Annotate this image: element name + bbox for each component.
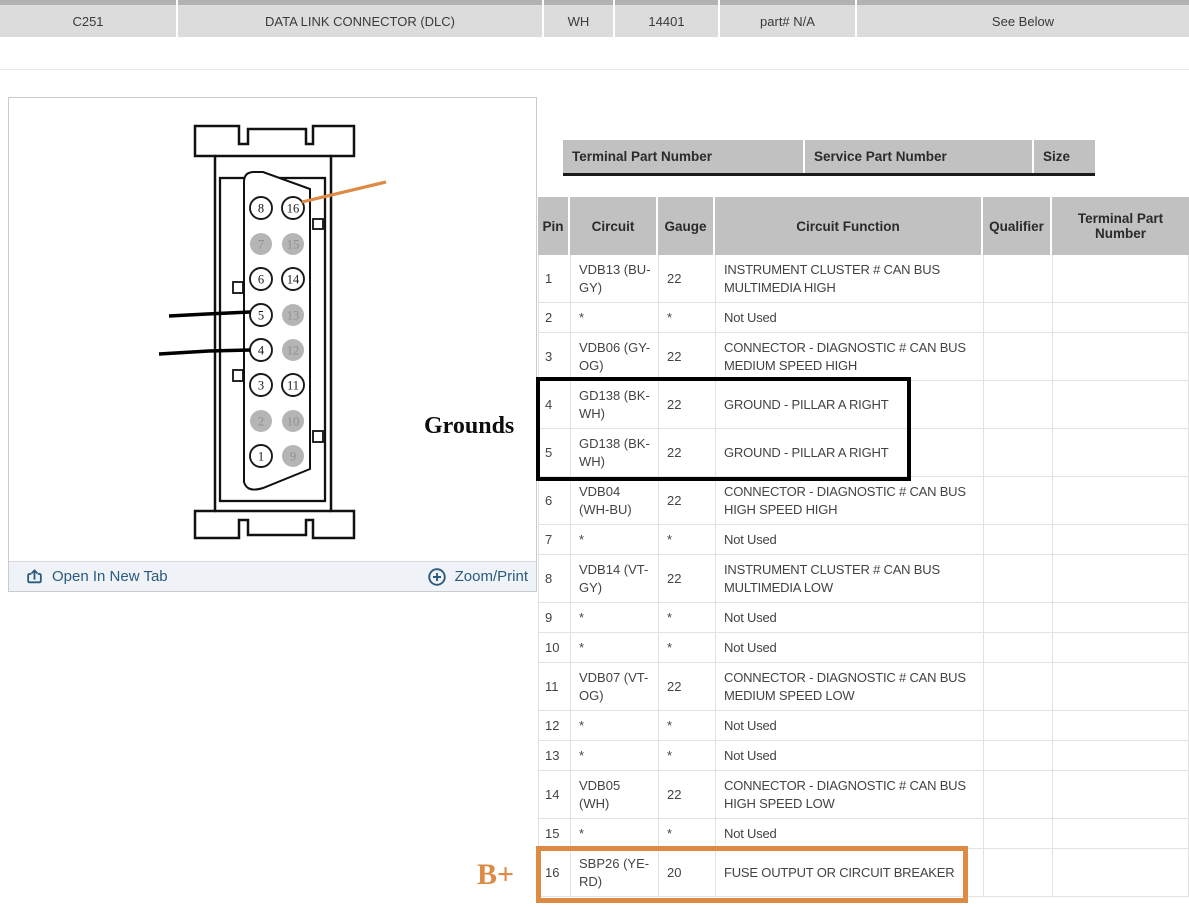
qualifier-cell (984, 711, 1053, 740)
key-tab-icon (313, 219, 323, 229)
circuit-function-column-header: Circuit Function (715, 197, 983, 255)
pin-6-label: 6 (257, 272, 265, 287)
circuit-cell: * (571, 303, 659, 332)
pin-3-label: 3 (257, 378, 265, 393)
pin-column-header: Pin (538, 197, 570, 255)
pin-4-label: 4 (257, 343, 265, 358)
pin-table-row (538, 711, 1189, 741)
pin-number-cell: 11 (539, 663, 571, 710)
pin-table-row (538, 819, 1189, 849)
circuit-function-cell: CONNECTOR - DIAGNOSTIC # CAN BUS MEDIUM SPEED LOW (716, 663, 984, 710)
circuit-function-cell: Not Used (716, 819, 984, 848)
pin-number-cell: 10 (539, 633, 571, 662)
terminal-part-table (563, 140, 1095, 176)
gauge-cell: 22 (659, 771, 716, 818)
pin-7-label: 7 (257, 237, 265, 252)
circuit-cell: VDB07 (VT-OG) (571, 663, 659, 710)
pin-14-label: 14 (286, 272, 300, 287)
qualifier-cell (984, 741, 1053, 770)
diagram-toolbar (9, 561, 536, 591)
pin-11-label: 11 (286, 378, 300, 393)
pin-table (538, 197, 1189, 897)
qualifier-cell (984, 525, 1053, 554)
pin-number-cell: 8 (539, 555, 571, 602)
circuit-function-cell: CONNECTOR - DIAGNOSTIC # CAN BUS HIGH SPEED HIGH (716, 477, 984, 524)
circuit-cell: * (571, 819, 659, 848)
open-in-new-tab-label: Open In New Tab (52, 568, 168, 585)
bplus-annotation-label: B+ (477, 858, 515, 891)
qualifier-cell (984, 429, 1053, 476)
terminal-part-number-cell (1053, 381, 1188, 428)
pin-cavity-outline (244, 172, 310, 490)
pin-16-label: 16 (286, 201, 300, 216)
connector-id-cell: C251 (0, 0, 176, 37)
pin-table-row (538, 255, 1189, 303)
circuit-function-cell: CONNECTOR - DIAGNOSTIC # CAN BUS HIGH SPEED LOW (716, 771, 984, 818)
circuit-cell: * (571, 633, 659, 662)
pin-number-cell: 3 (539, 333, 571, 380)
pin-13-label: 13 (286, 308, 300, 323)
terminal-part-number-cell (1053, 255, 1188, 302)
pin-table-body (538, 255, 1189, 897)
circuit-function-cell: FUSE OUTPUT OR CIRCUIT BREAKER (716, 849, 984, 896)
service-part-number-header: Service Part Number (805, 140, 1032, 173)
terminal-part-number-cell (1053, 333, 1188, 380)
gauge-cell: * (659, 525, 716, 554)
circuit-function-cell: INSTRUMENT CLUSTER # CAN BUS MULTIMEDIA LOW (716, 555, 984, 602)
pin-2-label: 2 (257, 414, 265, 429)
connector-color-cell: WH (544, 0, 613, 37)
circuit-column-header: Circuit (570, 197, 658, 255)
qualifier-cell (984, 849, 1053, 896)
gauge-cell: * (659, 633, 716, 662)
terminal-part-number-cell (1053, 711, 1188, 740)
circuit-function-cell: Not Used (716, 525, 984, 554)
terminal-part-number-cell (1053, 525, 1188, 554)
connector-part-cell: part# N/A (720, 0, 855, 37)
circuit-cell: GD138 (BK-WH) (571, 381, 659, 428)
qualifier-cell (984, 333, 1053, 380)
circuit-cell: * (571, 525, 659, 554)
pin-number-cell: 2 (539, 303, 571, 332)
pin-table-row (538, 477, 1189, 525)
circuit-function-cell: Not Used (716, 303, 984, 332)
terminal-part-number-cell (1053, 555, 1188, 602)
pin-number-cell: 14 (539, 771, 571, 818)
terminal-part-number-cell (1053, 849, 1188, 896)
key-tab-icon (233, 370, 243, 381)
pin-table-row (538, 633, 1189, 663)
gauge-column-header: Gauge (658, 197, 715, 255)
pin-number-cell: 5 (539, 429, 571, 476)
circuit-cell: * (571, 741, 659, 770)
key-tab-icon (313, 431, 323, 442)
gauge-cell: 22 (659, 477, 716, 524)
pin-15-label: 15 (286, 237, 300, 252)
connector-summary-row[interactable] (0, 0, 1189, 37)
pin-table-row (538, 771, 1189, 819)
terminal-part-number-cell (1053, 741, 1188, 770)
terminal-part-number-cell (1053, 771, 1188, 818)
pin-number-cell: 7 (539, 525, 571, 554)
gauge-cell: 22 (659, 663, 716, 710)
terminal-part-number-cell (1053, 303, 1188, 332)
pin-5-label: 5 (257, 308, 265, 323)
circuit-function-cell: GROUND - PILLAR A RIGHT (716, 381, 984, 428)
gauge-cell: 22 (659, 381, 716, 428)
pin-table-row (538, 303, 1189, 333)
zoom-plus-icon (427, 567, 447, 587)
circuit-function-cell: GROUND - PILLAR A RIGHT (716, 429, 984, 476)
pin-10-label: 10 (286, 414, 300, 429)
pin-table-row (538, 555, 1189, 603)
qualifier-cell (984, 477, 1053, 524)
pin-number-cell: 4 (539, 381, 571, 428)
pin-number-cell: 15 (539, 819, 571, 848)
circuit-function-cell: Not Used (716, 741, 984, 770)
qualifier-cell (984, 255, 1053, 302)
terminal-part-number-header: Terminal Part Number (563, 140, 803, 173)
pin-1-label: 1 (257, 449, 265, 464)
circuit-cell: VDB14 (VT-GY) (571, 555, 659, 602)
pin-table-row (538, 429, 1189, 477)
qualifier-cell (984, 603, 1053, 632)
gauge-cell: * (659, 603, 716, 632)
connector-diagram-panel (8, 97, 537, 592)
open-in-new-tab-link[interactable] (25, 567, 168, 586)
terminal-part-number-cell (1053, 603, 1188, 632)
gauge-cell: 22 (659, 555, 716, 602)
grounds-annotation-label: Grounds (424, 413, 515, 439)
pin-number-cell: 12 (539, 711, 571, 740)
key-tab-icon (233, 282, 243, 293)
pin-number-cell: 16 (539, 849, 571, 896)
gauge-cell: * (659, 711, 716, 740)
circuit-cell: GD138 (BK-WH) (571, 429, 659, 476)
gauge-cell: * (659, 741, 716, 770)
zoom-print-label: Zoom/Print (454, 568, 528, 585)
terminal-part-number-column-header: Terminal Part Number (1052, 197, 1189, 255)
circuit-cell: * (571, 711, 659, 740)
qualifier-cell (984, 633, 1053, 662)
circuit-cell: * (571, 603, 659, 632)
pin-table-row (538, 741, 1189, 771)
pin-12-label: 12 (286, 343, 300, 358)
pin-table-header (538, 197, 1189, 255)
circuit-cell: VDB04 (WH-BU) (571, 477, 659, 524)
gauge-cell: 22 (659, 429, 716, 476)
circuit-function-cell: Not Used (716, 633, 984, 662)
circuit-function-cell: Not Used (716, 711, 984, 740)
connector-face-drawing (9, 98, 536, 562)
gauge-cell: 22 (659, 255, 716, 302)
terminal-part-number-cell (1053, 819, 1188, 848)
circuit-function-cell: Not Used (716, 603, 984, 632)
pin-table-row (538, 333, 1189, 381)
divider (0, 69, 1189, 70)
terminal-part-number-cell (1053, 663, 1188, 710)
circuit-function-cell: INSTRUMENT CLUSTER # CAN BUS MULTIMEDIA HIGH (716, 255, 984, 302)
qualifier-cell (984, 555, 1053, 602)
pin-number-cell: 9 (539, 603, 571, 632)
gauge-cell: * (659, 303, 716, 332)
qualifier-cell (984, 771, 1053, 818)
pin-table-row (538, 603, 1189, 633)
pin-number-cell: 6 (539, 477, 571, 524)
connector-terminals-cell: See Below (857, 0, 1189, 37)
circuit-cell: VDB05 (WH) (571, 771, 659, 818)
terminal-part-number-cell (1053, 633, 1188, 662)
circuit-cell: SBP26 (YE-RD) (571, 849, 659, 896)
pin-number-cell: 13 (539, 741, 571, 770)
terminal-part-number-cell (1053, 429, 1188, 476)
qualifier-cell (984, 381, 1053, 428)
qualifier-cell (984, 663, 1053, 710)
pin-table-row (538, 381, 1189, 429)
qualifier-column-header: Qualifier (983, 197, 1052, 255)
gauge-cell: 20 (659, 849, 716, 896)
terminal-part-number-cell (1053, 477, 1188, 524)
pin-9-label: 9 (289, 449, 297, 464)
gauge-cell: * (659, 819, 716, 848)
pin-8-label: 8 (257, 201, 265, 216)
qualifier-cell (984, 819, 1053, 848)
circuit-function-cell: CONNECTOR - DIAGNOSTIC # CAN BUS MEDIUM SPEED HIGH (716, 333, 984, 380)
connector-basepart-cell: 14401 (615, 0, 718, 37)
open-in-new-tab-icon (25, 567, 44, 586)
zoom-print-link[interactable] (427, 567, 528, 587)
pin-table-row (538, 849, 1189, 897)
size-header: Size (1034, 140, 1095, 173)
gauge-cell: 22 (659, 333, 716, 380)
qualifier-cell (984, 303, 1053, 332)
connector-name-cell: DATA LINK CONNECTOR (DLC) (178, 0, 542, 37)
pin-number-cell: 1 (539, 255, 571, 302)
pin-table-row (538, 525, 1189, 555)
circuit-cell: VDB06 (GY-OG) (571, 333, 659, 380)
circuit-cell: VDB13 (BU-GY) (571, 255, 659, 302)
pin-table-row (538, 663, 1189, 711)
